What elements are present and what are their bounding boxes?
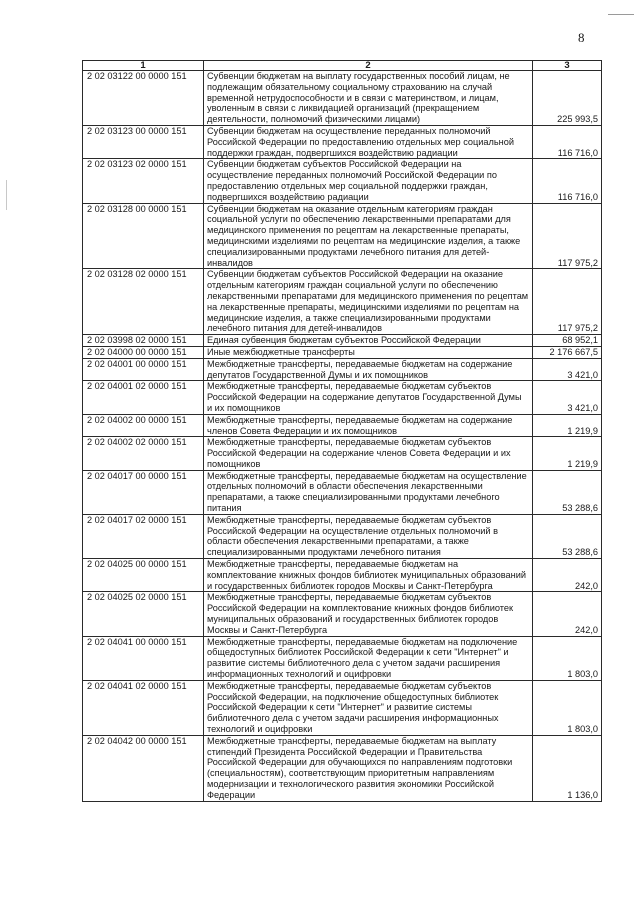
column-header-code: 1	[83, 61, 204, 71]
table-row	[83, 335, 602, 347]
row-code-cell: 2 02 03123 02 0000 151	[83, 159, 204, 203]
row-description-cell: Межбюджетные трансферты, передаваемые бюджетам субъектов Российской Федерации, на подключение общедоступных библиотек Российской Федерации к сети "Интернет" и развитие системы библиотечного дела с учетом задачи расширения информационных технологий и оцифровки	[204, 680, 533, 735]
table-row	[83, 437, 602, 470]
row-amount-cell: 117 975,2	[533, 203, 602, 269]
table-row	[83, 203, 602, 269]
page-number: 8	[578, 30, 585, 45]
row-amount-cell: 1 219,9	[533, 437, 602, 470]
row-amount-cell: 1 803,0	[533, 680, 602, 735]
row-code-cell: 2 02 04017 00 0000 151	[83, 470, 204, 514]
row-description-cell: Межбюджетные трансферты, передаваемые бюджетам на выплату стипендий Президента Российской Федерации и Правительства Российской Федерации для обучающихся по направлениям подготовки (специальностям), соответствующим приоритетным направлениям модернизации и технологического развития экономики Российской Федерации	[204, 735, 533, 801]
row-description-cell: Межбюджетные трансферты, передаваемые бюджетам на осуществление отдельных полномочий в области обеспечения лекарственными препаратами, а также специализированными продуктами лечебного питания	[204, 470, 533, 514]
row-amount-cell: 3 421,0	[533, 381, 602, 414]
row-amount-cell: 225 993,5	[533, 71, 602, 126]
row-code-cell: 2 02 04017 02 0000 151	[83, 514, 204, 558]
table-row	[83, 159, 602, 203]
row-amount-cell: 1 803,0	[533, 636, 602, 680]
row-description-cell: Иные межбюджетные трансферты	[204, 346, 533, 358]
row-amount-cell: 117 975,2	[533, 269, 602, 335]
row-description-cell: Межбюджетные трансферты, передаваемые бюджетам субъектов Российской Федерации на осуществление отдельных полномочий в области обеспечения лекарственными препаратами, а также специализированными продуктами лечебного питания	[204, 514, 533, 558]
row-code-cell: 2 02 04025 02 0000 151	[83, 592, 204, 636]
row-amount-cell: 2 176 667,5	[533, 346, 602, 358]
row-code-cell: 2 02 04041 00 0000 151	[83, 636, 204, 680]
row-code-cell: 2 02 03122 00 0000 151	[83, 71, 204, 126]
row-code-cell: 2 02 04042 00 0000 151	[83, 735, 204, 801]
row-description-cell: Межбюджетные трансферты, передаваемые бюджетам на подключение общедоступных библиотек Российской Федерации к сети "Интернет" и развитие системы библиотечного дела с учетом задачи расширения информационных технологий и оцифровки	[204, 636, 533, 680]
row-amount-cell: 1 136,0	[533, 735, 602, 801]
row-code-cell: 2 02 04001 02 0000 151	[83, 381, 204, 414]
table-row	[83, 735, 602, 801]
table-row	[83, 358, 602, 381]
table-row	[83, 125, 602, 158]
row-code-cell: 2 02 04001 00 0000 151	[83, 358, 204, 381]
row-description-cell: Межбюджетные трансферты, передаваемые бюджетам на содержание депутатов Государственной Думы и их помощников	[204, 358, 533, 381]
row-amount-cell: 53 288,6	[533, 470, 602, 514]
column-header-amount: 3	[533, 61, 602, 71]
table-row	[83, 514, 602, 558]
row-description-cell: Субвенции бюджетам на осуществление переданных полномочий Российской Федерации по предоставлению отдельных мер социальной поддержки граждан, подвергшихся воздействию радиации	[204, 125, 533, 158]
row-description-cell: Межбюджетные трансферты, передаваемые бюджетам субъектов Российской Федерации на комплектование книжных фондов библиотек муниципальных образований и государственных библиотек городов Москвы и Санкт-Петербурга	[204, 592, 533, 636]
table-row	[83, 381, 602, 414]
budget-revenue-table	[82, 60, 602, 802]
table-header-row	[83, 61, 602, 71]
table-row	[83, 680, 602, 735]
table-row	[83, 346, 602, 358]
row-code-cell: 2 02 04002 00 0000 151	[83, 414, 204, 437]
row-code-cell: 2 02 04002 02 0000 151	[83, 437, 204, 470]
row-description-cell: Субвенции бюджетам на выплату государственных пособий лицам, не подлежащим обязательному социальному страхованию на случай временной нетрудоспособности и в связи с материнством, и лицам, уволенным в связи с ликвидацией организаций (прекращением деятельности, полномочий физическими лицами)	[204, 71, 533, 126]
table-row	[83, 470, 602, 514]
row-amount-cell: 53 288,6	[533, 514, 602, 558]
table-row	[83, 71, 602, 126]
row-amount-cell: 116 716,0	[533, 159, 602, 203]
row-code-cell: 2 02 03123 00 0000 151	[83, 125, 204, 158]
row-description-cell: Субвенции бюджетам на оказание отдельным категориям граждан социальной услуги по обеспечению лекарственными препаратами для медицинского применения по рецептам на лекарственные препараты, медицинскими изделиями по рецептам на медицинские изделия, а также специализированными продуктами лечебного питания для детей-инвалидов	[204, 203, 533, 269]
row-description-cell: Межбюджетные трансферты, передаваемые бюджетам субъектов Российской Федерации на содержание депутатов Государственной Думы и их помощников	[204, 381, 533, 414]
scan-artifact-line	[6, 180, 7, 210]
table-row	[83, 269, 602, 335]
column-header-description: 2	[204, 61, 533, 71]
row-code-cell: 2 02 03128 02 0000 151	[83, 269, 204, 335]
row-code-cell: 2 02 03128 00 0000 151	[83, 203, 204, 269]
row-amount-cell: 3 421,0	[533, 358, 602, 381]
row-amount-cell: 1 219,9	[533, 414, 602, 437]
row-code-cell: 2 02 04025 00 0000 151	[83, 559, 204, 592]
table-row	[83, 414, 602, 437]
row-description-cell: Межбюджетные трансферты, передаваемые бюджетам субъектов Российской Федерации на содержание членов Совета Федерации и их помощников	[204, 437, 533, 470]
row-description-cell: Межбюджетные трансферты, передаваемые бюджетам на комплектование книжных фондов библиотек муниципальных образований и государственных библиотек городов Москвы и Санкт-Петербурга	[204, 559, 533, 592]
row-description-cell: Субвенции бюджетам субъектов Российской Федерации на осуществление переданных полномочий Российской Федерации по предоставлению отдельных мер социальной поддержки граждан, подвергшихся воздействию радиации	[204, 159, 533, 203]
row-code-cell: 2 02 03998 02 0000 151	[83, 335, 204, 347]
row-description-cell: Межбюджетные трансферты, передаваемые бюджетам на содержание членов Совета Федерации и их помощников	[204, 414, 533, 437]
row-description-cell: Субвенции бюджетам субъектов Российской Федерации на оказание отдельным категориям граждан социальной услуги по обеспечению лекарственными препаратами для медицинского применения по рецептам на лекарственные препараты, медицинскими изделиями по рецептам на медицинские изделия, а также специализированными продуктами лечебного питания для детей-инвалидов	[204, 269, 533, 335]
row-description-cell: Единая субвенция бюджетам субъектов Российской Федерации	[204, 335, 533, 347]
row-amount-cell: 242,0	[533, 559, 602, 592]
table-row	[83, 636, 602, 680]
row-amount-cell: 242,0	[533, 592, 602, 636]
row-amount-cell: 68 952,1	[533, 335, 602, 347]
row-amount-cell: 116 716,0	[533, 125, 602, 158]
table-row	[83, 592, 602, 636]
table-row	[83, 559, 602, 592]
row-code-cell: 2 02 04041 02 0000 151	[83, 680, 204, 735]
scan-artifact-line	[608, 14, 634, 15]
row-code-cell: 2 02 04000 00 0000 151	[83, 346, 204, 358]
